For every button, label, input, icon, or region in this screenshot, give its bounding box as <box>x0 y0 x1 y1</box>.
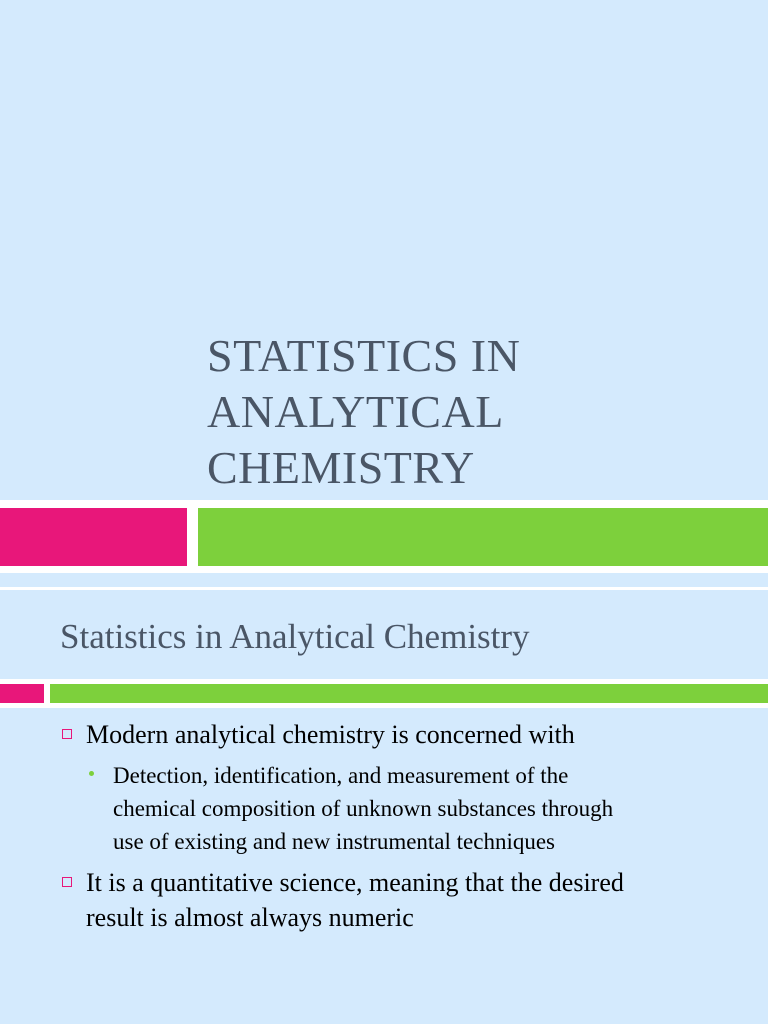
sub-bullet-text: chemical composition of unknown substances through <box>113 796 614 821</box>
green-dot-icon <box>89 771 94 776</box>
bullet-text: result is almost always numeric <box>86 903 414 932</box>
title-slide-heading <box>207 328 520 496</box>
title-line: ANALYTICAL <box>207 386 504 437</box>
slide-title: Statistics in Analytical Chemistry <box>60 617 530 656</box>
title-line: STATISTICS IN <box>207 330 521 381</box>
hollow-square-icon <box>62 729 72 739</box>
green-accent-bar <box>198 508 768 566</box>
title-accent-band <box>0 500 768 573</box>
green-accent-bar <box>50 684 768 703</box>
sub-bullet-text: Detection, identification, and measurement of the <box>113 763 569 788</box>
title-line: CHEMISTRY <box>207 442 475 493</box>
sub-bullet-text: use of existing and new instrumental techniques <box>113 829 556 854</box>
content-accent-band <box>0 679 768 708</box>
hollow-square-icon <box>62 877 72 887</box>
bullet-text: Modern analytical chemistry is concerned with <box>86 720 575 749</box>
pink-accent-bar <box>0 508 187 566</box>
pink-accent-bar <box>0 684 44 703</box>
bullet-text: It is a quantitative science, meaning that the desired <box>86 868 624 897</box>
